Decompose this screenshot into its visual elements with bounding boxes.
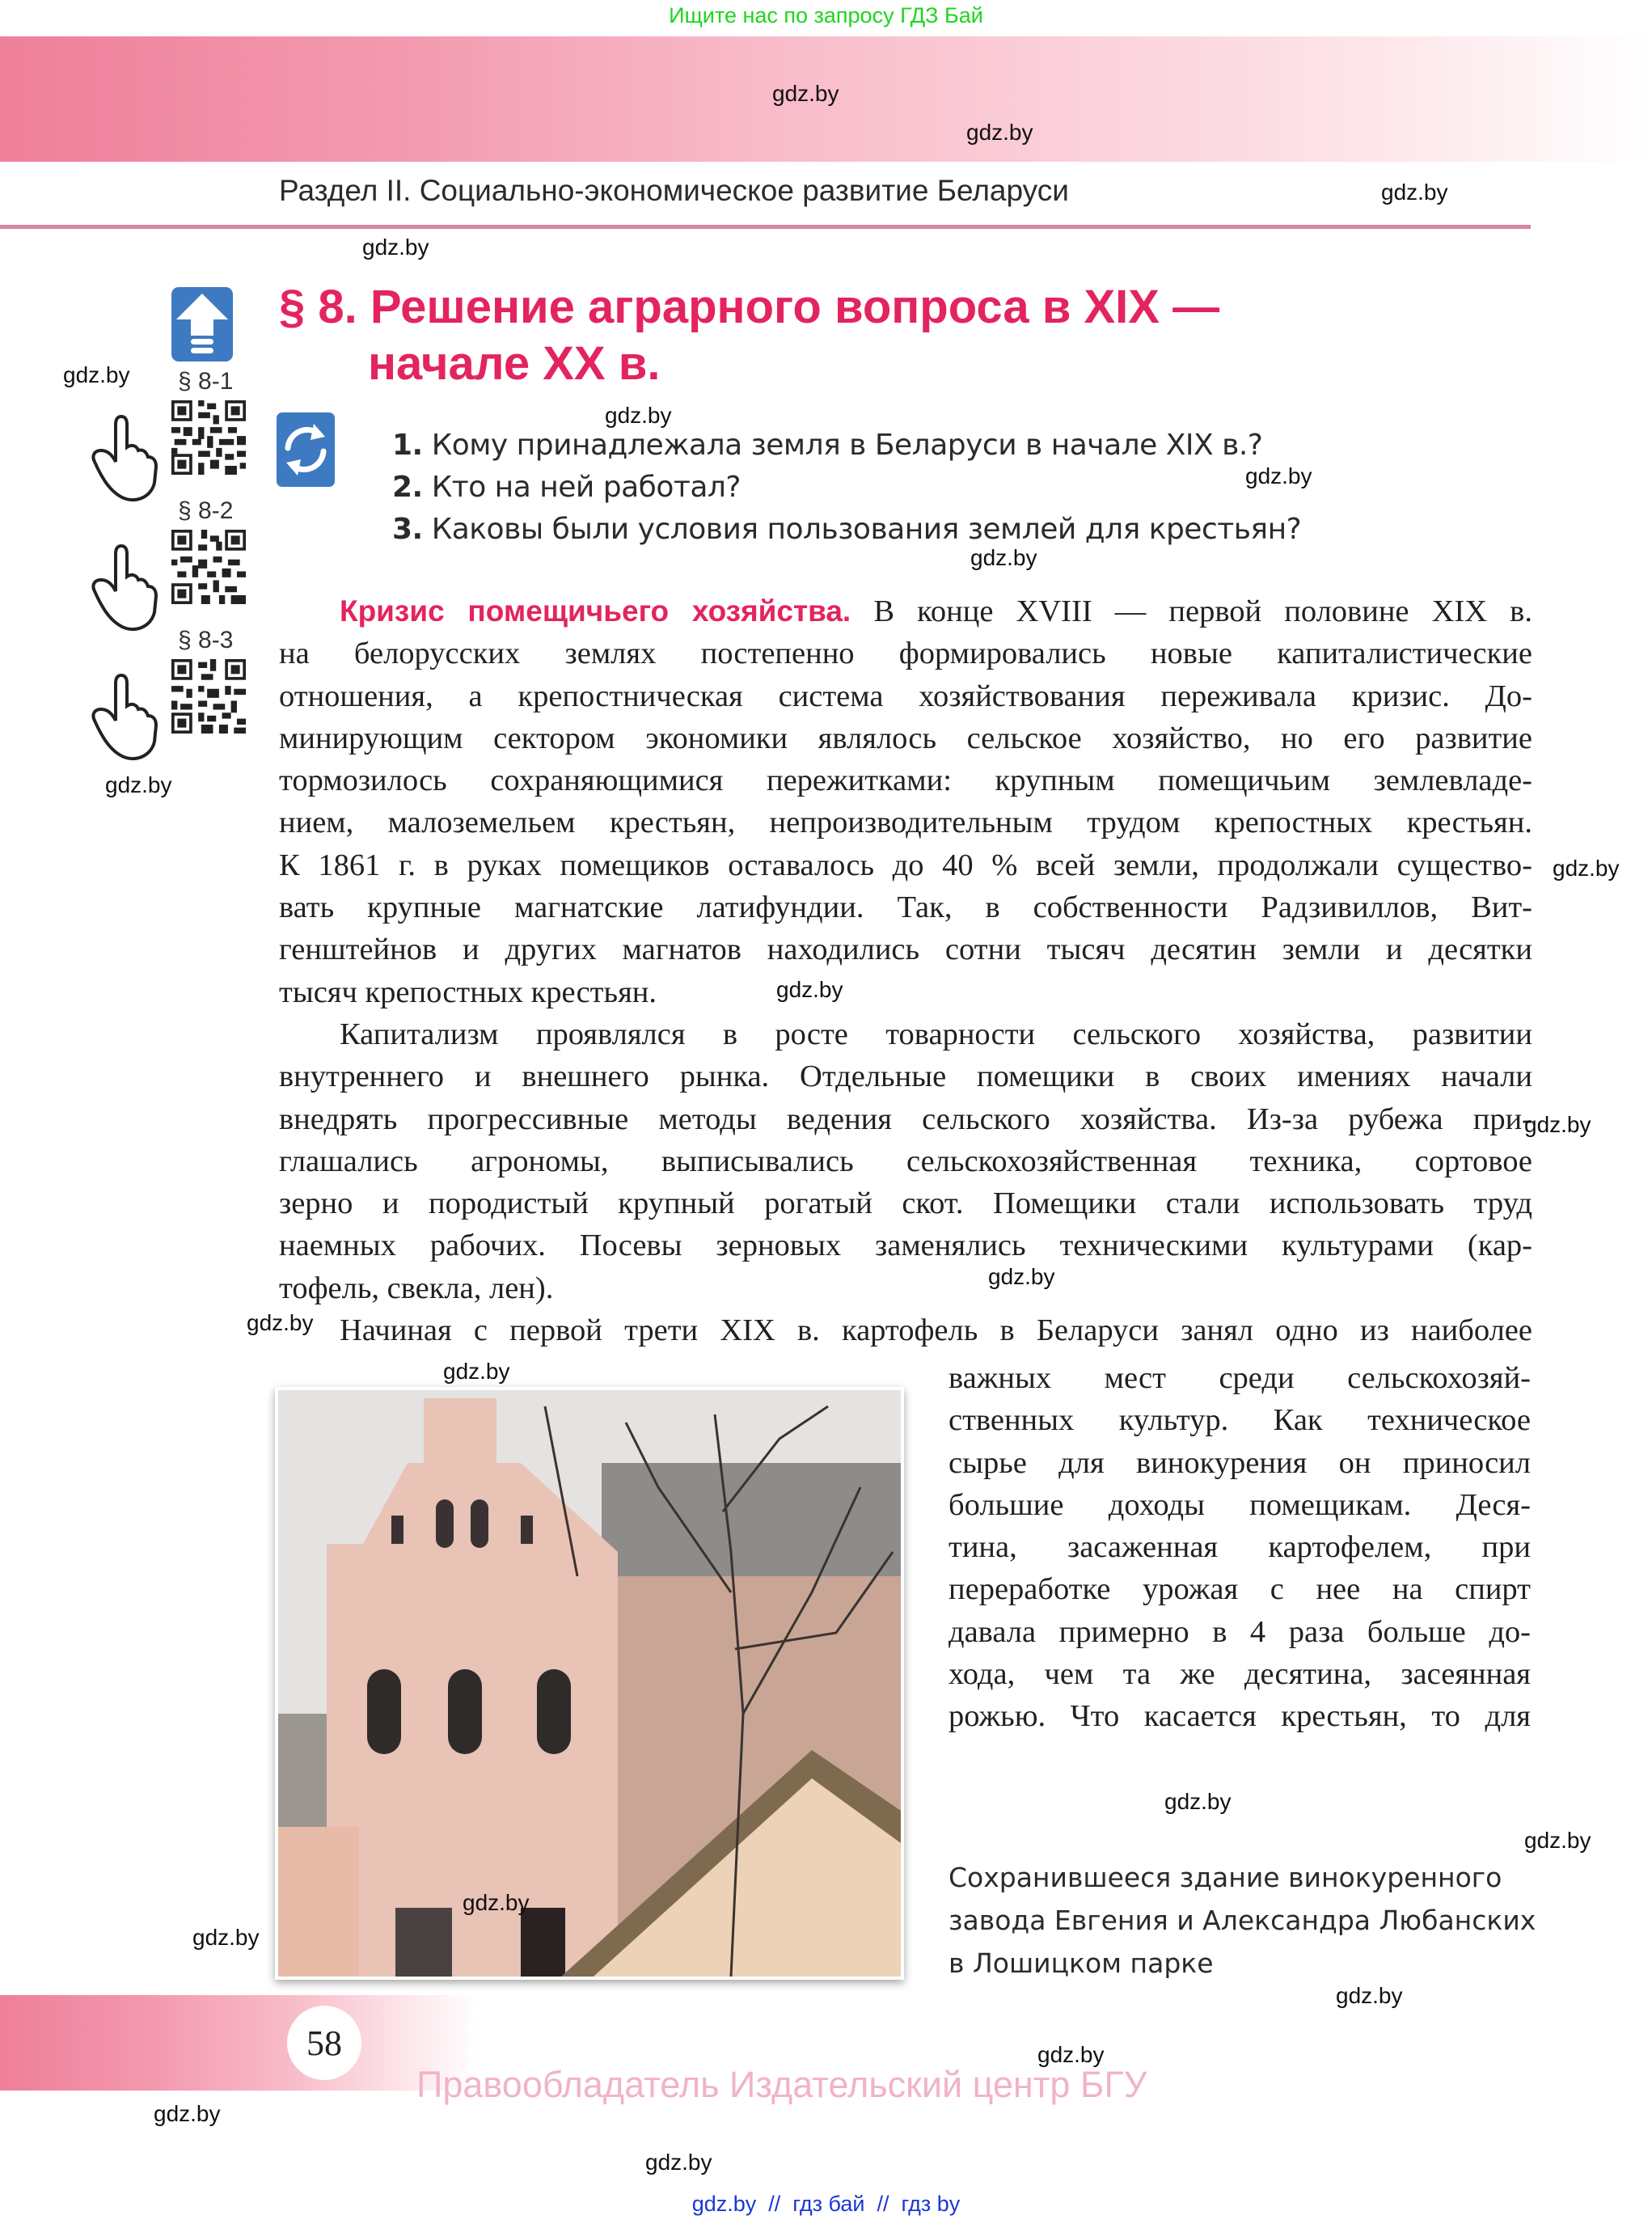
watermark-text: gdz.by	[645, 2150, 712, 2175]
watermark-text: gdz.by	[1524, 1112, 1591, 1137]
body-paragraph-1: Кризис помещичьего хозяйства. В конце XVIII — первой половине XIX в. на белорусских землях постепенно формировались новые капиталистические отношения, а крепостническая система хозяйствования переживала кризис. До- минирующим сектором экономики являлось сельское хозяйство, но его развитие тормозилось сохраняющимися пережитками: крупным помещичьим землевладе- нием, малоземельем крестьян, непроизводительным трудом крепостных крестьян. К 1861 г. в руках помещиков оставалось до 40 % всей земли, продолжали существо- вать крупные магнатские латифундии. Так, в собственности Радзивиллов, Вит- генштейнов и других магнатов находились сотни тысяч десятин земли и десятки тысяч крепостных крестьян. Капитализм проявлялся в росте товарности сельского хозяйства, развитии внутреннего и внешнего рынка. Отдельные помещики в своих имениях начали внедрять прогрессивные методы ведения сельского хозяйства. Из-за рубежа при- глашались агрономы, выписывались сельскохозяйственная техника, сортовое зерно и породистый крупный рогатый скот. Помещики стали использовать труд наемных рабочих. Посевы зерновых заменялись техническими культурами (кар- тофель, свекла, лен). Начиная с первой трети XIX в. картофель в Беларуси занял одно из наиболее	[279, 594, 1532, 1348]
top-promo-text: Ищите нас по запросу ГДЗ Бай	[669, 3, 983, 27]
photo-caption: Сохранившееся здание винокуренного завода Евгения и Александра Любанских в Лошицком парке	[949, 1862, 1536, 1979]
watermark-text: gdz.by	[966, 120, 1033, 145]
watermark-text: gdz.by	[605, 403, 672, 428]
copyright-notice: Правообладатель Издательский центр БГУ	[416, 2064, 1147, 2105]
watermark-text: gdz.by	[772, 81, 839, 106]
watermark-text: gdz.by	[1381, 180, 1448, 205]
watermark-text: gdz.by	[1037, 2042, 1105, 2067]
pointing-hand-icon	[77, 410, 164, 505]
question-1: 1. Кому принадлежала земля в Беларуси в начале XIX в.?	[392, 429, 1263, 462]
sidebar-label-8-2: § 8-2	[178, 497, 234, 524]
watermark-text: gdz.by	[1245, 463, 1312, 488]
section-title: Раздел II. Социально-экономическое развитие Беларуси	[279, 174, 1069, 207]
page-number: 58	[287, 2006, 361, 2080]
sidebar-label-8-1: § 8-1	[178, 368, 234, 395]
watermark-text: gdz.by	[443, 1359, 510, 1384]
watermark-text: gdz.by	[247, 1310, 314, 1335]
subheading: Кризис помещичьего хозяйства.	[340, 594, 851, 628]
watermark-text: gdz.by	[988, 1264, 1055, 1289]
question-2: 2. Кто на ней работал?	[392, 471, 741, 504]
header-divider	[0, 225, 1531, 229]
paragraph-title-line2: начале XX в.	[368, 337, 661, 390]
qr-code-icon	[171, 400, 246, 475]
watermark-text: gdz.by	[362, 235, 429, 260]
footer-band	[0, 1995, 477, 2091]
paragraph-title-line1: § 8. Решение аграрного вопроса в XIX —	[279, 281, 1220, 333]
watermark-text: gdz.by	[63, 362, 130, 387]
watermark-text: gdz.by	[1336, 1983, 1403, 2008]
home-up-icon[interactable]	[171, 287, 233, 362]
bottom-links[interactable]: gdz.by // гдз бай // гдз by	[691, 2192, 961, 2216]
qr-code-icon	[171, 530, 246, 604]
watermark-text: gdz.by	[1524, 1828, 1591, 1853]
watermark-text: gdz.by	[776, 977, 843, 1002]
watermark-text: gdz.by	[1164, 1789, 1232, 1814]
building-photo	[275, 1387, 904, 1980]
qr-code-icon	[171, 659, 246, 734]
pointing-hand-icon	[77, 669, 164, 764]
distillery-building-image	[278, 1390, 901, 1977]
watermark-text: gdz.by	[105, 772, 172, 797]
watermark-text: gdz.by	[463, 1890, 530, 1915]
watermark-text: gdz.by	[1553, 856, 1620, 881]
refresh-icon	[277, 412, 335, 487]
watermark-text: gdz.by	[154, 2101, 221, 2126]
watermark-text: gdz.by	[970, 545, 1037, 570]
pointing-hand-icon	[77, 539, 164, 635]
sidebar-label-8-3: § 8-3	[178, 627, 234, 653]
wrapped-paragraph: важных мест среди сельскохозяй- ственных культур. Как техническое сырье для винокурения он приносил большие доходы помещикам. Деся- тина, засаженная картофелем, при переработке урожая с нее на спирт давала примерно в 4 раза больше до- хода, чем та же десятина, засеянная рожью. Что касается крестьян, то для	[949, 1361, 1531, 1734]
watermark-text: gdz.by	[192, 1925, 260, 1950]
question-3: 3. Каковы были условия пользования землей для крестьян?	[392, 513, 1302, 546]
